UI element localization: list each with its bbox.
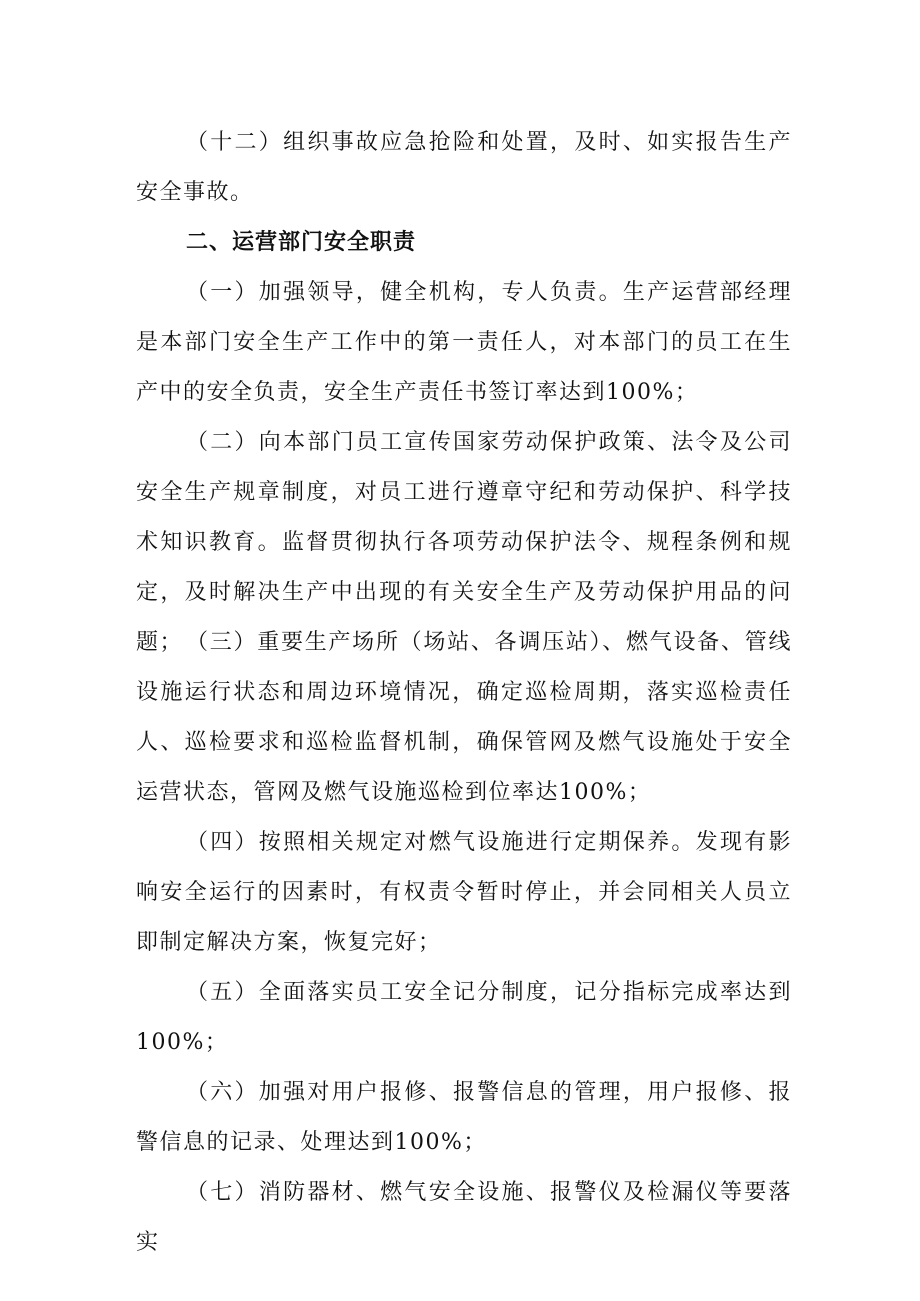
paragraph-item-1: （一）加强领导，健全机构，专人负责。生产运营部经理是本部门安全生产工作中的第一责任人，对本部门的员工在生产中的安全负责，安全生产责任书签订率达到100%； (136, 280, 792, 405)
paragraph-item-4: （四）按照相关规定对燃气设施进行定期保养。发现有影响安全运行的因素时，有权责令暂时停止，并会同相关人员立即制定解决方案，恢复完好； (136, 830, 792, 955)
paragraph-item-7: （七）消防器材、燃气安全设施、报警仪及检漏仪等要落实 (136, 1180, 792, 1255)
paragraph-item-12: （十二）组织事故应急抢险和处置，及时、如实报告生产安全事故。 (136, 130, 792, 205)
paragraph-item-6: （六）加强对用户报修、报警信息的管理，用户报修、报警信息的记录、处理达到100%； (136, 1080, 792, 1155)
paragraph-item-3: （三）重要生产场所（场站、各调压站）、燃气设备、管线设施运行状态和周边环境情况，确定巡检周期，落实巡检责任人、巡检要求和巡检监督机制，确保管网及燃气设施处于安全运营状态，管网及燃气设施巡检到位率达100%； (136, 630, 792, 805)
paragraph-item-2: （二）向本部门员工宣传国家劳动保护政策、法令及公司安全生产规章制度，对员工进行遵章守纪和劳动保护、科学技术知识教育。监督贯彻执行各项劳动保护法令、规程条例和规定，及时解决生产中出现的有关安全生产及劳动保护用品的问题； (136, 430, 792, 655)
section-heading: 二、运营部门安全职责 (186, 230, 417, 255)
paragraph-item-5: （五）全面落实员工安全记分制度，记分指标完成率达到100%； (136, 980, 792, 1055)
